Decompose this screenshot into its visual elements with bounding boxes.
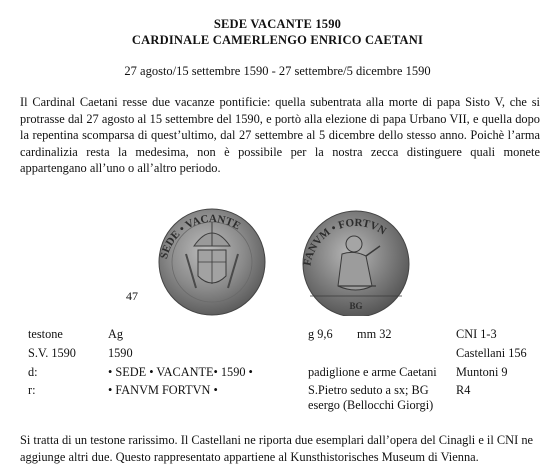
reverse-legend: FANVM • FORTVN: [301, 216, 389, 267]
reverse-legend-text: • FANVM FORTVN •: [108, 383, 218, 397]
reference-cni: CNI 1-3: [456, 327, 497, 341]
page-subtitle: CARDINALE CAMERLENGO ENRICO CAETANI: [131, 33, 424, 47]
obverse-legend: SEDE • VACANTE: [157, 212, 243, 261]
coin-weight: g 9,6: [308, 327, 333, 341]
reverse-exergue: BG: [349, 301, 363, 311]
page-title: SEDE VACANTE 1590: [213, 17, 342, 31]
footer-paragraph: Si tratta di un testone rarissimo. Il Castellani ne riporta due esemplari dall’opera del Cinagli e il CNI ne aggiunge altri due. Questo rappresentato appartiene al Kunsthistorisches Museum di Vienna.: [20, 433, 534, 464]
reference-muntoni: Muntoni 9: [456, 365, 508, 379]
reverse-description: S.Pietro seduto a sx; BG: [308, 383, 429, 397]
coin-images: [150, 206, 420, 316]
reverse-label: r:: [28, 383, 36, 397]
reference-castellani: Castellani 156: [456, 346, 527, 360]
coin-obverse: [158, 209, 265, 315]
obverse-legend-text: • SEDE • VACANTE• 1590 •: [108, 365, 253, 379]
coin-diameter: mm 32: [357, 327, 392, 341]
obverse-description: padiglione e arme Caetani: [308, 365, 437, 379]
coin-type: testone: [28, 327, 63, 341]
coin-date: 1590: [108, 346, 133, 360]
coin-metal: Ag: [108, 327, 124, 341]
intro-paragraph: Il Cardinal Caetani resse due vacanze pontificie: quella subentrata alla morte di papa Sisto V, che si protrasse dal 27 agosto al 15 settembre del 1590, e portò alla elezione di papa Urbano VII, e quella dopo la repentina scomparsa di quest’ultimo, dal 27 settembre al 5 dicembre dello stesso anno. Poichè l’arma cardinalizia resta la medesima, non è possibile per la nostra zecca distinguere quali monete appartengano all’uno o all’altro periodo.: [20, 95, 540, 175]
rarity: R4: [456, 383, 471, 397]
coin-reverse: [301, 211, 409, 316]
date-label: S.V. 1590: [28, 346, 76, 360]
date-range: 27 agosto/15 settembre 1590 - 27 settembre/5 dicembre 1590: [124, 64, 431, 78]
reverse-description-cont: esergo (Bellocchi Giorgi): [308, 398, 434, 412]
obverse-label: d:: [28, 365, 38, 379]
plate-number: 47: [126, 289, 138, 303]
